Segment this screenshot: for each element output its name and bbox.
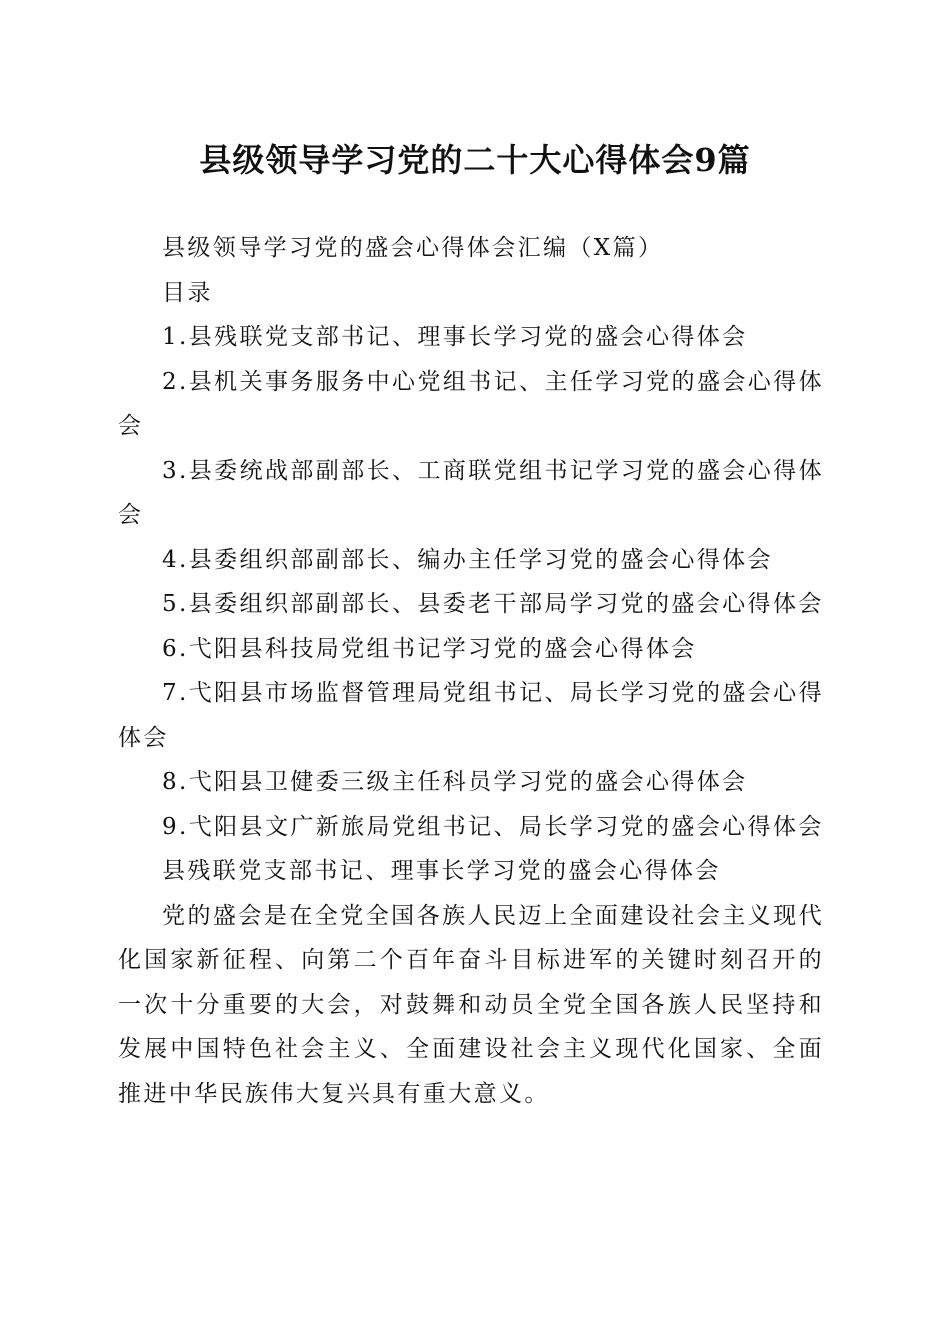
- subtitle: 县级领导学习党的盛会心得体会汇编（X篇）: [162, 235, 664, 261]
- toc-item-8: 8.弋阳县卫健委三级主任科员学习党的盛会心得体会: [162, 769, 748, 795]
- toc-item-7: 7.弋阳县市场监督管理局党组书记、局长学习党的盛会心得体会: [118, 680, 824, 751]
- body-paragraph: 党的盛会是在全党全国各族人民迈上全面建设社会主义现代化国家新征程、向第二个百年奋斗目标进军的关键时刻召开的一次十分重要的大会，对鼓舞和动员全党全国各族人民坚持和发展中国特色社会主义、全面建设社会主义现代化国家、全面推进中华民族伟大复兴具有重大意义。: [118, 902, 824, 1107]
- toc-item-2: 2.县机关事务服务中心党组书记、主任学习党的盛会心得体会: [118, 368, 824, 439]
- document-body: [118, 226, 824, 1116]
- section-heading: 县残联党支部书记、理事长学习党的盛会心得体会: [162, 858, 721, 884]
- toc-item-3: 3.县委统战部副部长、工商联党组书记学习党的盛会心得体会: [118, 457, 824, 528]
- toc-item-5: 5.县委组织部副部长、县委老干部局学习党的盛会心得体会: [162, 591, 824, 617]
- toc-item-6: 6.弋阳县科技局党组书记学习党的盛会心得体会: [162, 635, 697, 662]
- document-title: 县级领导学习党的二十大心得体会9篇: [199, 141, 751, 179]
- toc-item-1: 1.县残联党支部书记、理事长学习党的盛会心得体会: [162, 324, 748, 350]
- toc-item-4: 4.县委组织部副部长、编办主任学习党的盛会心得体会: [162, 546, 773, 573]
- toc-item-9: 9.弋阳县文广新旅局党组书记、局长学习党的盛会心得体会: [162, 813, 824, 840]
- toc-heading: 目录: [162, 279, 213, 306]
